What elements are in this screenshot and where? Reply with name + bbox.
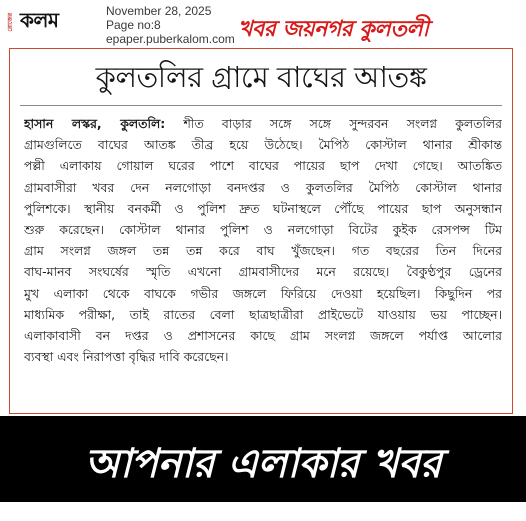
article-line: পুলিশকে। স্থানীয় বনকর্মী ও পুলিশ দ্রুত ঘটনাস্থলে পৌঁছে পায়ের ছাপ অনুসন্ধান — [24, 200, 502, 216]
section-banner-text: খবর জয়নগর কুলতলী — [238, 17, 429, 42]
article-line: গ্রামগুলিতে বাঘের আতঙ্ক তীব্র হয়ে উঠেছে। মৈপিঠ কোস্টাল থানার শ্রীকান্ত — [24, 137, 502, 153]
logo-small-text: রোজের — [7, 12, 14, 32]
article-line-text: শীত বাড়ার সঙ্গে সঙ্গে সুন্দরবন সংলগ্ন কুলতলির — [165, 116, 502, 131]
headline-divider — [20, 105, 502, 106]
article-line: মুখ এলাকা থেকে বাঘকে গভীর জঙ্গলে ফিরিয়ে দেওয়া হয়েছিল। কিছুদিন পর — [24, 285, 502, 301]
footer-banner — [0, 416, 526, 502]
article-line: গ্রাম সংলগ্ন জঙ্গল তন্ন তন্ন করে বাঘ খুঁজছেন। গত বছরের তিন দিনের — [24, 243, 502, 259]
article-line: পল্লী এলাকায় গোয়াল ঘরের পাশে বাঘের পায়ের ছাপ দেখা গেছে। আতঙ্কিত — [24, 158, 502, 174]
newspaper-logo — [8, 8, 96, 36]
article-body — [24, 113, 502, 413]
epaper-url: epaper.puberkalom.com — [106, 32, 235, 46]
article-line: মাধ্যমিক পরীক্ষা, তাই রাতের বেলা ছাত্রছাত্রীরা প্রাইভেটে যাওয়ায় ভয় পাচ্ছেন। — [24, 306, 502, 322]
article-line: গ্রামবাসীরা খবর দেন নলগোড়া বনদপ্তর ও কুলতলির মৈপিঠ কোস্টাল থানার — [24, 179, 502, 195]
newspaper-header — [0, 0, 526, 46]
page-number: Page no:8 — [106, 18, 161, 32]
article-line: বাঘ-মানব সংঘর্ষের স্মৃতি এখনো গ্রামবাসীদের মনে রয়েছে। বৈকুণ্ঠপুর ড্রেনের — [24, 264, 502, 280]
edition-meta — [106, 4, 235, 46]
edition-date: November 28, 2025 — [106, 4, 212, 18]
article-line: ব্যবস্থা এবং নিরাপত্তা বৃদ্ধির দাবি করেছেন। — [24, 349, 229, 365]
logo-main-text: কলম — [20, 7, 59, 32]
section-banner — [236, 12, 522, 42]
article-line: এলাকাবাসী বন দপ্তর ও প্রশাসনের কাছে গ্রাম সংলগ্ন জঙ্গলে পর্যাপ্ত আলোর — [24, 328, 502, 344]
article-headline: কুলতলির গ্রামে বাঘের আতঙ্ক — [95, 60, 427, 94]
footer-banner-text: আপনার এলাকার খবর — [84, 441, 442, 487]
article-byline: হাসান লস্কর, কুলতলি: — [24, 116, 166, 131]
article-line: শুরু করেছেন। কোস্টাল থানার পুলিশ ও নলগোড়া বিটের কুইক রেসপন্স টিম — [24, 222, 502, 238]
news-article — [9, 48, 513, 414]
article-line — [24, 113, 502, 134]
